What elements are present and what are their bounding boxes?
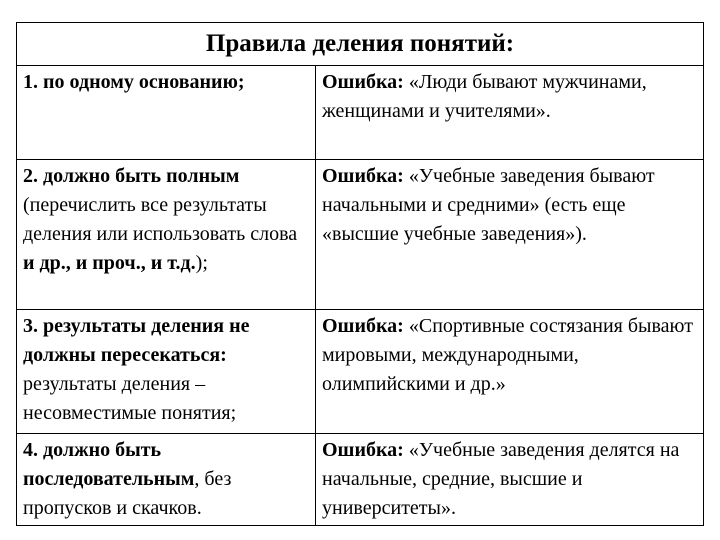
rule-cell — [17, 66, 316, 160]
rule-text: ); — [195, 252, 208, 274]
rule-text: 1. по одному основанию; — [23, 71, 245, 93]
error-text: «Люди бывают мужчинами, женщинами и учителями». — [322, 71, 647, 122]
error-label: Ошибка: — [322, 439, 409, 461]
error-text: «Учебные заведения бывают начальными и средними» (есть еще «высшие учебные заведения»). — [322, 165, 655, 245]
rule-text: (перечислить все результаты деления или использовать слова — [23, 194, 298, 245]
error-cell — [316, 66, 704, 160]
rule-cell — [17, 310, 316, 434]
table-title: Правила деления понятий: — [17, 23, 704, 66]
rule-text: , без пропусков и скачков. — [23, 468, 232, 519]
rule-text: 2. должно быть полным — [23, 165, 240, 187]
error-label: Ошибка: — [322, 71, 409, 93]
error-cell — [316, 160, 704, 310]
table-row — [17, 160, 704, 310]
rules-table — [16, 22, 704, 526]
error-text: «Учебные заведения делятся на начальные, средние, высшие и университеты». — [322, 439, 680, 519]
error-label: Ошибка: — [322, 165, 409, 187]
rule-cell — [17, 434, 316, 526]
rule-cell — [17, 160, 316, 310]
rule-text: 4. должно быть последовательным — [23, 439, 195, 490]
error-cell — [316, 434, 704, 526]
table-row — [17, 310, 704, 434]
error-cell — [316, 310, 704, 434]
error-text: «Спортивные состязания бывают мировыми, международными, олимпийскими и др.» — [322, 315, 693, 395]
table-row — [17, 66, 704, 160]
table-header-row — [17, 23, 704, 66]
rule-text: 3. результаты деления не должны пересекаться: — [23, 315, 250, 366]
rule-text: результаты деления – несовместимые понятия; — [23, 373, 237, 424]
rule-text: и др., и проч., и т.д. — [23, 252, 196, 274]
table-row — [17, 434, 704, 526]
error-label: Ошибка: — [322, 315, 409, 337]
